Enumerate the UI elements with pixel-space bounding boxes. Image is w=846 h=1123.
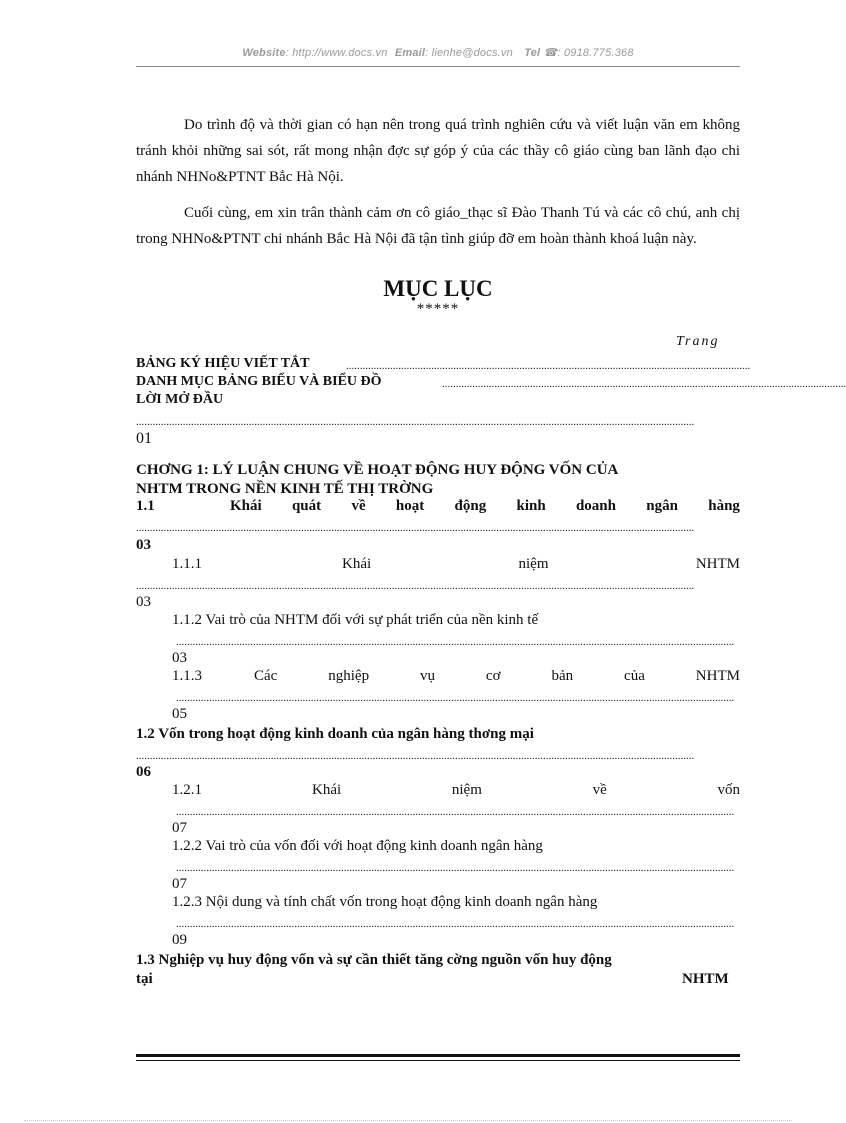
toc-page-number: 07 <box>172 876 187 892</box>
toc-entry-1-1-2: 1.1.2 Vai trò của NHTM đối với sự phát triển của nền kinh tế <box>172 612 539 628</box>
toc-entry-loi-mo-dau: LỜI MỞ ĐẦU <box>136 392 224 407</box>
toc-leader-dots: ........................................................................................................................................................................................................... <box>176 918 735 930</box>
toc-chapter-1-line-2: NHTM TRONG NỀN KINH TẾ THỊ TRỜNG <box>136 481 434 497</box>
toc-section-number: 1.2.1 <box>172 782 202 798</box>
phone-icon: ☎ <box>543 47 558 59</box>
toc-entry-1-2-2: 1.2.2 Vai trò của vốn đối với hoạt động kinh doanh ngân hàng <box>172 838 543 854</box>
toc-entry-1-3-line-2-right: NHTM <box>682 971 729 987</box>
toc-section-number: 1.1.1 <box>172 556 202 572</box>
acknowledgement-paragraph-1: Do trình độ và thời gian có hạn nên trong quá trình nghiên cứu và viết luận văn em không tránh khỏi những sai sót, rất mong nhận đợc sự góp ý của các thầy cô giáo cùng ban lãnh đạo chi nhánh NHNo&PTNT Bắc Hà Nội. <box>136 117 740 185</box>
toc-leader-dots: ........................................................................................................................................................................................................... <box>176 636 735 648</box>
footer-divider-thin <box>136 1060 740 1061</box>
toc-entry-1-2-1: Khái niệm về vốn <box>312 782 740 798</box>
footer-divider <box>136 1054 740 1057</box>
page-edge <box>24 1120 792 1121</box>
toc-page-number: 09 <box>172 932 187 948</box>
header-divider <box>136 66 740 67</box>
toc-entry-1-1-1: Khái niệm NHTM <box>342 556 740 572</box>
toc-entry-1-2-3: 1.2.3 Nội dung và tính chất vốn trong hoạt động kinh doanh ngân hàng <box>172 894 598 910</box>
toc-page-number: 03 <box>136 537 151 553</box>
toc-leader-dots: ........................................................................................................................................................................................................... <box>176 806 735 818</box>
toc-stars: ***** <box>416 301 460 317</box>
toc-entry-1-2: 1.2 Vốn trong hoạt động kinh doanh của ngân hàng thơng mại <box>136 726 534 742</box>
website-label: Website <box>242 47 286 59</box>
toc-leader-dots: ........................................................................................................................................................................................................... <box>136 416 695 428</box>
toc-page-number: 03 <box>172 650 187 666</box>
email-label: Email <box>394 47 426 59</box>
toc-leader-dots: ................................................................................................................................................... <box>442 378 846 390</box>
tel-label: Tel <box>524 47 541 59</box>
toc-entry-1-1-3: Các nghiệp vụ cơ bản của NHTM <box>254 668 740 684</box>
toc-leader-dots: ........................................................................................................................................................................................................... <box>136 580 695 592</box>
toc-page-number: 07 <box>172 820 187 836</box>
toc-page-number: 01 <box>136 430 152 447</box>
toc-entry-ky-hieu: BẢNG KÝ HIỆU VIẾT TẮT <box>136 356 310 371</box>
toc-leader-dots: ........................................................................................................................................................................................................... <box>176 862 735 874</box>
toc-leader-dots: ........................................................................................................................................................................................................... <box>176 692 735 704</box>
toc-entry-danh-muc: DANH MỤC BẢNG BIỂU VÀ BIỂU ĐỒ <box>136 374 382 389</box>
toc-leader-dots: ................................................................................................................................................... <box>346 360 751 372</box>
toc-page-number: 03 <box>136 594 151 610</box>
toc-entry-1-3-line-1: 1.3 Nghiệp vụ huy động vốn và sự cần thiết tăng cờng nguồn vốn huy động <box>136 952 612 968</box>
toc-entry-1-1: Khái quát về hoạt động kinh doanh ngân hàng <box>230 498 740 514</box>
toc-entry-1-3-line-2-left: tại <box>136 971 153 987</box>
toc-title: MỤC LỤC <box>383 276 493 301</box>
toc-section-number: 1.1 <box>136 498 155 514</box>
toc-page-number: 05 <box>172 706 187 722</box>
email-value: : lienhe@docs.vn <box>425 47 513 59</box>
website-value: : http://www.docs.vn <box>285 47 388 59</box>
tel-value: : 0918.775.368 <box>557 47 634 59</box>
page-header <box>136 46 740 59</box>
toc-page-number: 06 <box>136 764 151 780</box>
toc-section-number: 1.1.3 <box>172 668 202 684</box>
toc-leader-dots: ........................................................................................................................................................................................................... <box>136 750 695 762</box>
toc-page-column-label: Trang <box>676 334 720 349</box>
toc-leader-dots: ........................................................................................................................................................................................................... <box>136 522 695 534</box>
acknowledgement-paragraph-2: Cuối cùng, em xin trân thành cảm ơn cô giáo_thạc sĩ Đào Thanh Tú và các cô chú, anh chị trong NHNo&PTNT chi nhánh Bắc Hà Nội đã tận tình giúp đỡ em hoàn thành khoá luận này. <box>136 205 740 247</box>
toc-chapter-1-line-1: CHƠNG 1: LÝ LUẬN CHUNG VỀ HOẠT ĐỘNG HUY ĐỘNG VỐN CỦA <box>136 462 619 478</box>
